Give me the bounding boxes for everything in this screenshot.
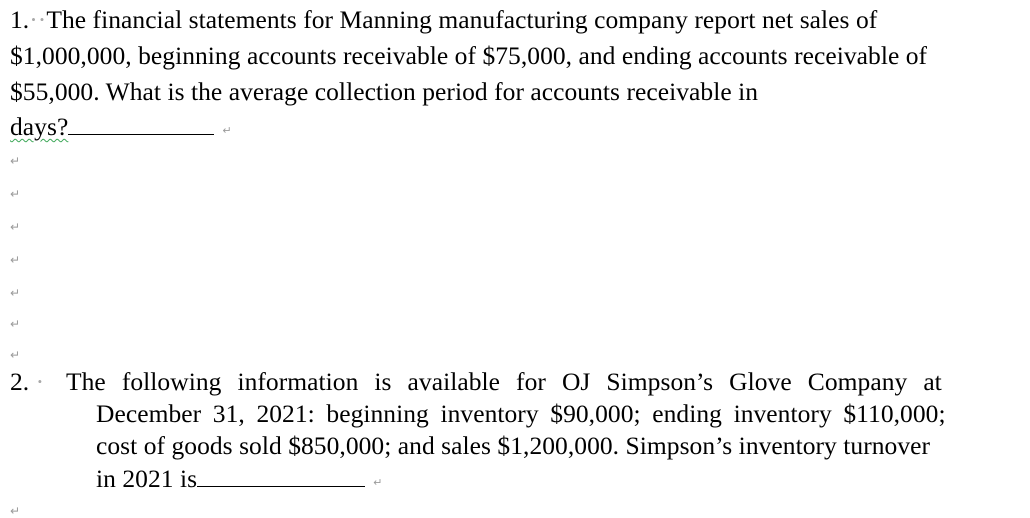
question-1-text-line-2: $1,000,000, beginning accounts receivable of $75,000, and ending accounts receivable of — [10, 41, 928, 70]
question-1-text-line-3: $55,000. What is the average collection period for accounts receivable in — [10, 77, 759, 106]
paragraph-mark-icon: ↵ — [10, 220, 21, 234]
question-1-answer-blank[interactable] — [68, 133, 214, 135]
paragraph-mark-icon: ↵ — [10, 154, 21, 168]
paragraph-mark-icon: ↵ — [10, 317, 21, 331]
question-2-number-line: 2. · — [10, 367, 45, 396]
question-2-line-2 — [96, 398, 946, 429]
question-2-line-1 — [66, 366, 1020, 397]
question-2-text-line-1: The following information is available for OJ Simpson’s Glove Company at — [66, 367, 942, 396]
question-2-number: 2. — [10, 367, 30, 396]
question-1-days-word: days? — [10, 112, 69, 141]
paragraph-mark-icon: ↵ — [10, 286, 21, 300]
question-1-text-line-1: The financial statements for Manning manufacturing company report net sales of — [46, 5, 878, 34]
question-1-number: 1. — [10, 5, 30, 34]
question-2-answer-blank[interactable] — [197, 485, 365, 487]
question-2-line-3 — [96, 430, 930, 461]
paragraph-mark-icon: ↵ — [10, 253, 21, 267]
question-1-line-4 — [10, 111, 232, 146]
paragraph-mark-icon: ↵ — [10, 504, 21, 518]
question-1-line-1: 1.··The financial statements for Manning manufacturing company report net sales of — [10, 5, 878, 34]
question-2-line-4 — [96, 463, 382, 498]
question-2-text-line-2: December 31, 2021: beginning inventory $90,000; ending inventory $110,000; — [96, 399, 946, 428]
paragraph-mark-icon: ↵ — [373, 476, 383, 489]
question-1-line-3 — [10, 76, 758, 107]
question-1-line-2 — [10, 40, 927, 71]
question-2-text-line-4: in 2021 is — [96, 464, 198, 493]
paragraph-mark-icon: ↵ — [10, 187, 21, 201]
question-2-text-line-3: cost of goods sold $850,000; and sales $1,200,000. Simpson’s inventory turnover — [96, 431, 931, 460]
paragraph-mark-icon: ↵ — [10, 348, 21, 362]
paragraph-mark-icon: ↵ — [222, 124, 232, 137]
